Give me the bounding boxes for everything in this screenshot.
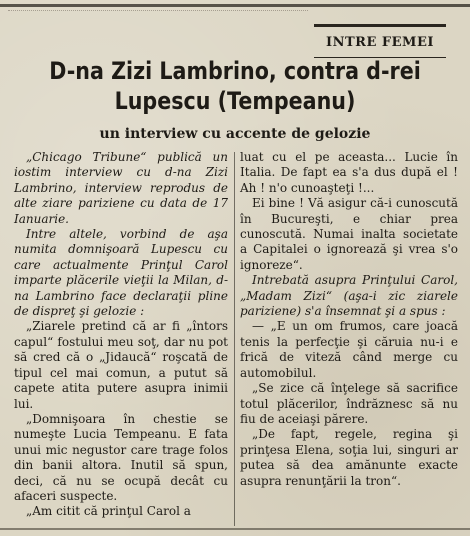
headline <box>33 56 437 116</box>
right-paragraph-6: „De fapt, regele, regina şi prinţesa Elena, soţia lui, singuri ar putea să dea amănunte exacte asupra renunţării la tron“. <box>240 427 458 488</box>
left-paragraph-1: „Chicago Tribune“ publică un iostim interview cu d-na Zizi Lambrino, interview reprodus de alte ziare pariziene cu data de 17 Ianuarie. <box>14 150 228 226</box>
faint-header-line <box>8 10 308 21</box>
column-divider <box>234 152 235 526</box>
right-paragraph-4: — „E un om frumos, care joacă tenis la perfecţie şi căruia nu-i e frică de viteză când merge cu automobilul. <box>240 319 458 380</box>
right-paragraph-2: Ei bine ! Vă asigur că-i cunoscută în Bucureşti, e chiar prea cunoscută. Numai inalta societate a Capitalei o ignorează şi vrea s'o ignoreze“. <box>240 196 458 272</box>
right-paragraph-1: luat cu el pe aceasta... Lucie în Italia. De fapt ea s'a dus după el ! Ah ! n'o cunoaşteţi !... <box>240 150 458 195</box>
bottom-rule <box>0 528 470 530</box>
left-paragraph-3: „Ziarele pretind că ar fi „întors capul“ fostului meu soţ, dar nu pot să cred că o „Jidaucă“ roşcată de tipul cel mai comun, a putut să capete atita putere asupra inimii lui. <box>14 319 228 411</box>
right-column <box>240 150 458 489</box>
left-paragraph-2: Intre altele, vorbind de aşa numita domnişoară Lupescu cu care actualmente Prinţul Carol imparte plăcerile vieţii la Milan, d-na Lambrino face declaraţii pline de dispreţ şi gelozie : <box>14 227 228 319</box>
headline-line-1: D-na Zizi Lambrino, contra d-rei <box>49 57 421 85</box>
section-label: INTRE FEMEI <box>326 34 434 50</box>
left-column <box>14 150 228 520</box>
top-rule <box>0 4 470 7</box>
subheadline: un interview cu accente de gelozie <box>99 126 371 142</box>
left-paragraph-4: „Domnişoara în chestie se numeşte Lucia Tempeanu. E fata unui mic negustor care trage folos din banii altora. Inutil să spun, deci, că nu se ocupă decât cu afaceri suspecte. <box>14 411 228 503</box>
section-header-box <box>314 24 446 58</box>
headline-line-2: Lupescu (Tempeanu) <box>114 87 356 115</box>
right-paragraph-3: Intrebată asupra Prinţului Carol, „Madam Zizi“ (aşa-i zic ziarele pariziene) s'a însemnat şi a spus : <box>240 273 458 319</box>
left-paragraph-5: „Am citit că prinţul Carol a <box>26 504 191 519</box>
right-paragraph-5: „Se zice că înţelege să sacrifice totul plăcerilor, îndrăznesc să nu fiu de aceiaşi părere. <box>240 381 458 426</box>
